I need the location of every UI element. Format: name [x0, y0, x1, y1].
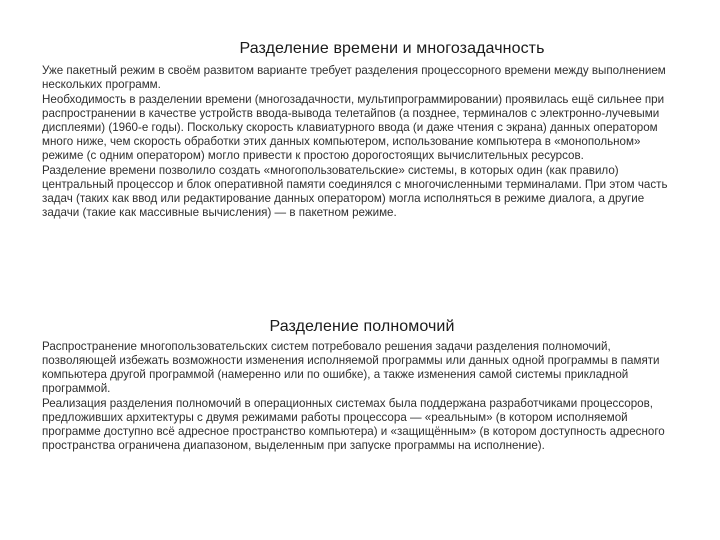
paragraph: Разделение времени позволило создать «многопользовательские» системы, в которых один (как правило) центральный процессор и блок оперативной памяти соединялся с многочисленными терминалами. При этом часть задач (таких как ввод или редактирование данных оператором) могла исполняться в режиме диалога, а другие задачи (такие как массивные вычисления) — в пакетном режиме. — [42, 164, 668, 219]
section-time-sharing — [42, 40, 682, 221]
section-title: Разделение полномочий — [269, 318, 455, 335]
paragraph: Реализация разделения полномочий в операционных системах была поддержана разработчиками процессоров, предложивших архитектуры с двумя режимами работы процессора — «реальным» (в котором исполняемой программе доступно всё адресное пространство компьютера) и «защищённым» (в котором доступность адресного пространства ограничена диапазоном, выделенным при запуске программы на исполнение). — [42, 397, 665, 452]
section-privilege-separation — [42, 318, 682, 454]
paragraph: Необходимость в разделении времени (многозадачности, мультипрограммировании) проявилась ещё сильнее при распространении в качестве устройств ввода-вывода телетайпов (а позднее, терминалов с электронно-лучевыми дисплеями) (1960-е годы). Поскольку скорость клавиатурного ввода (и даже чтения с экрана) данных оператором много ниже, чем скорость обработки этих данных компьютером, использование компьютера в «монопольном» режиме (с одним оператором) могло привести к простою дорогостоящих вычислительных ресурсов. — [42, 93, 665, 162]
paragraph: Распространение многопользовательских систем потребовало решения задачи разделения полномочий, позволяющей избежать возможности изменения исполняемой программы или данных одной программы в памяти компьютера другой программой (намеренно или по ошибке), а также изменения самой системы прикладной программой. — [42, 340, 660, 395]
section-title: Разделение времени и многозадачность — [239, 40, 545, 57]
paragraph: Уже пакетный режим в своём развитом варианте требует разделения процессорного времени между выполнением нескольких программ. — [42, 64, 666, 91]
